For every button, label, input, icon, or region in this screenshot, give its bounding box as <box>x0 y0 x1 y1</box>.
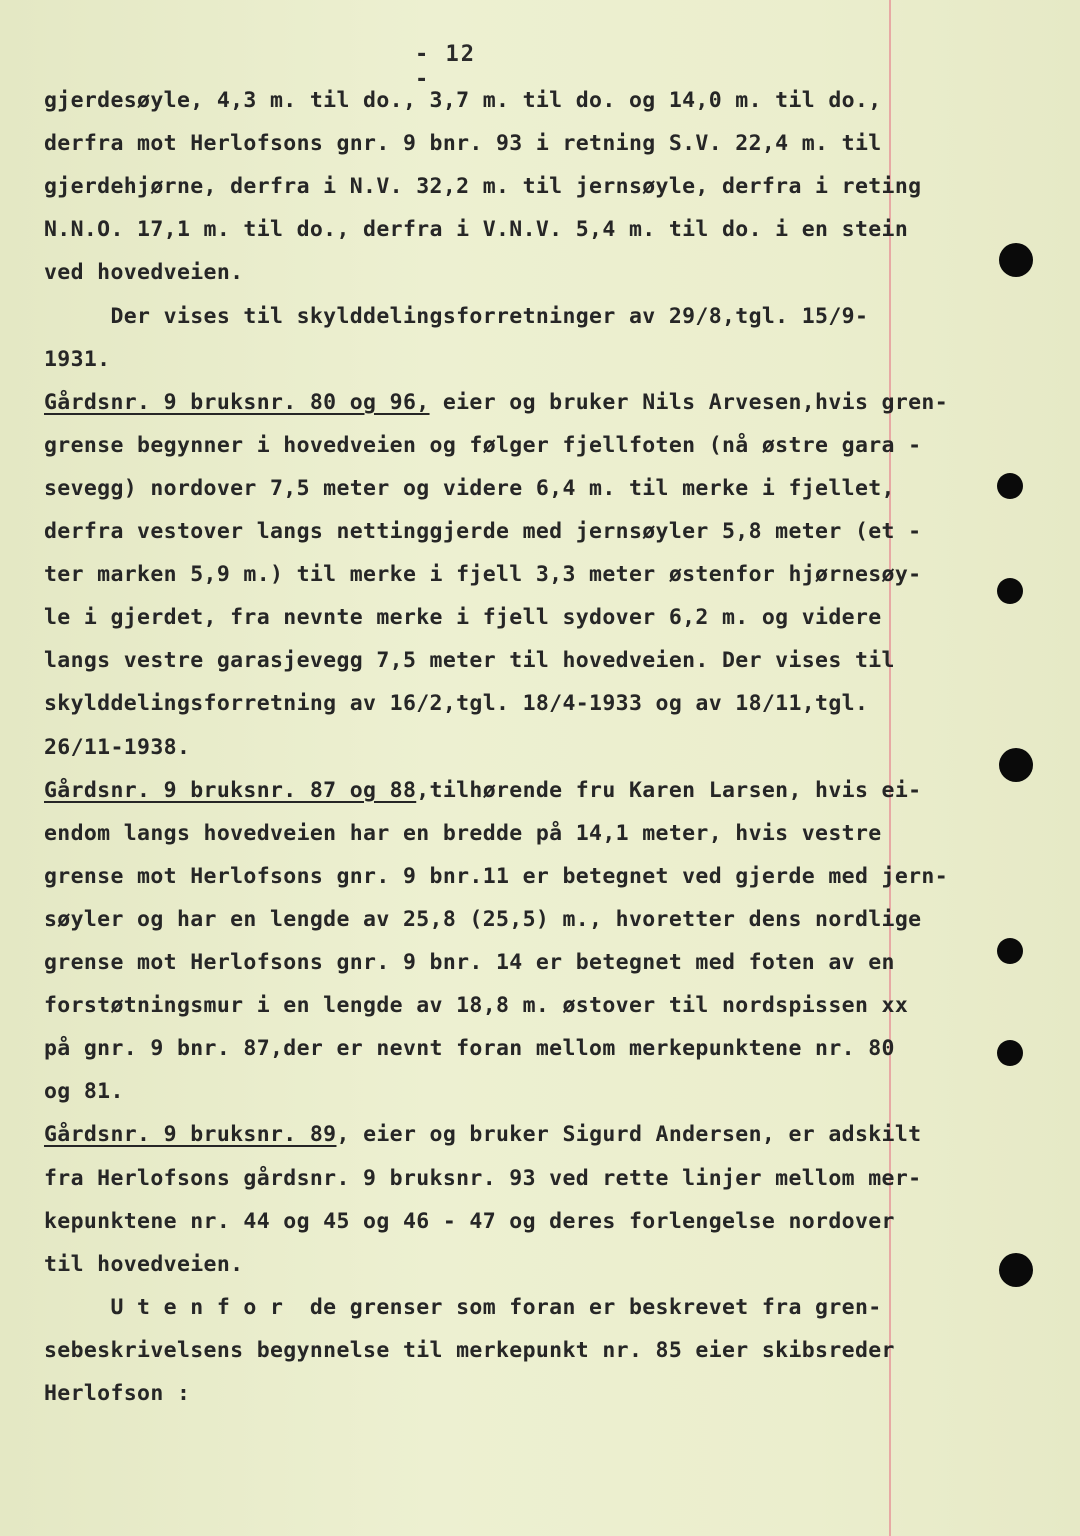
text-segment: 26/11-1938. <box>44 734 191 760</box>
text-line <box>44 648 895 674</box>
text-segment: ved hovedveien. <box>44 260 244 286</box>
punch-hole <box>999 243 1033 277</box>
text-segment: eier og bruker Nils Arvesen,hvis gren- <box>429 389 949 415</box>
underlined-heading: Gårdsnr. 9 bruksnr. 87 og 88 <box>44 777 417 803</box>
text-segment: derfra vestover langs nettinggjerde med jernsøyler 5,8 meter (et - <box>44 519 922 544</box>
text-line <box>44 1338 895 1364</box>
text-segment: grense mot Herlofsons gnr. 9 bnr.11 er betegnet ved gjerde med jern- <box>44 863 948 889</box>
text-line <box>44 821 882 847</box>
text-line <box>44 1166 921 1192</box>
text-segment: kepunktene nr. 44 og 45 og 46 - 47 og deres forlengelse nordover <box>44 1208 895 1234</box>
text-segment: sebeskrivelsens begynnelse til merkepunkt nr. 85 eier skibsreder <box>44 1337 895 1363</box>
text-segment: forstøtningsmur i en lengde av 18,8 m. østover til nordspissen xx <box>44 993 909 1019</box>
text-segment: Der vises til skylddelingsforretninger av 29/8,tgl. 15/9- <box>44 303 869 329</box>
text-line <box>44 735 190 761</box>
text-line <box>44 907 921 933</box>
underlined-heading: Gårdsnr. 9 bruksnr. 80 og 96, <box>44 389 430 415</box>
punch-hole <box>997 938 1023 964</box>
text-segment: fra Herlofsons gårdsnr. 9 bruksnr. 93 ved rette linjer mellom mer- <box>44 1165 922 1191</box>
text-segment: Herlofson : <box>44 1381 191 1406</box>
text-segment: sevegg) nordover 7,5 meter og videre 6,4 m. til merke i fjellet, <box>44 475 895 501</box>
underlined-heading: Gårdsnr. 9 bruksnr. 89 <box>44 1122 337 1148</box>
text-segment: ,tilhørende fru Karen Larsen, hvis ei- <box>416 777 922 803</box>
text-line <box>44 88 882 114</box>
text-line <box>44 347 110 373</box>
text-line <box>44 476 895 502</box>
text-segment: gjerdehjørne, derfra i N.V. 32,2 m. til jernsøyle, derfra i reting <box>44 174 922 200</box>
text-segment: på gnr. 9 bnr. 87,der er nevnt foran mellom merkepunktene nr. 80 <box>44 1036 895 1062</box>
text-segment: grense begynner i hovedveien og følger fjellfoten (nå østre gara - <box>44 432 922 458</box>
text-line <box>44 864 948 890</box>
text-segment: U t e n f o r de grenser som foran er beskrevet fra gren- <box>44 1294 882 1320</box>
text-line <box>44 1122 921 1148</box>
text-line <box>44 174 921 200</box>
text-line <box>44 390 948 416</box>
text-line <box>44 1295 882 1321</box>
text-line <box>44 1209 895 1235</box>
text-segment: derfra mot Herlofsons gnr. 9 bnr. 93 i retning S.V. 22,4 m. til <box>44 131 882 157</box>
text-line <box>44 1252 243 1278</box>
text-line <box>44 433 921 459</box>
text-line <box>44 1079 124 1105</box>
text-line <box>44 1036 895 1062</box>
text-segment: gjerdesøyle, 4,3 m. til do., 3,7 m. til do. og 14,0 m. til do., <box>44 88 882 113</box>
text-line <box>44 304 868 330</box>
text-segment: langs vestre garasjevegg 7,5 meter til hovedveien. Der vises til <box>44 648 895 674</box>
text-line <box>44 993 908 1019</box>
text-line <box>44 778 921 804</box>
text-segment: skylddelingsforretning av 16/2,tgl. 18/4-1933 og av 18/11,tgl. <box>44 691 869 717</box>
punch-hole <box>997 1040 1023 1066</box>
punch-hole <box>997 578 1023 604</box>
text-segment: ter marken 5,9 m.) til merke i fjell 3,3 meter østenfor hjørnesøy- <box>44 562 922 588</box>
punch-hole <box>997 473 1023 499</box>
text-line <box>44 1381 190 1407</box>
page-number: - 12 - <box>415 42 476 92</box>
text-line <box>44 950 895 976</box>
text-line <box>44 605 882 631</box>
text-segment: 1931. <box>44 346 111 372</box>
text-line <box>44 691 868 717</box>
text-segment: til hovedveien. <box>44 1251 244 1277</box>
text-line <box>44 562 921 588</box>
text-segment: N.N.O. 17,1 m. til do., derfra i V.N.V. 5,4 m. til do. i en stein <box>44 217 909 243</box>
text-segment: le i gjerdet, fra nevnte merke i fjell sydover 6,2 m. og videre <box>44 605 882 631</box>
text-line <box>44 131 882 157</box>
text-line <box>44 260 243 286</box>
text-segment: søyler og har en lengde av 25,8 (25,5) m., hvoretter dens nordlige <box>44 906 922 932</box>
text-line <box>44 217 908 243</box>
text-segment: endom langs hovedveien har en bredde på 14,1 meter, hvis vestre <box>44 820 882 846</box>
text-line <box>44 519 921 545</box>
punch-hole <box>999 748 1033 782</box>
punch-hole <box>999 1253 1033 1287</box>
text-segment: , eier og bruker Sigurd Andersen, er adskilt <box>336 1122 922 1148</box>
text-segment: grense mot Herlofsons gnr. 9 bnr. 14 er betegnet med foten av en <box>44 950 895 975</box>
text-segment: og 81. <box>44 1079 124 1105</box>
